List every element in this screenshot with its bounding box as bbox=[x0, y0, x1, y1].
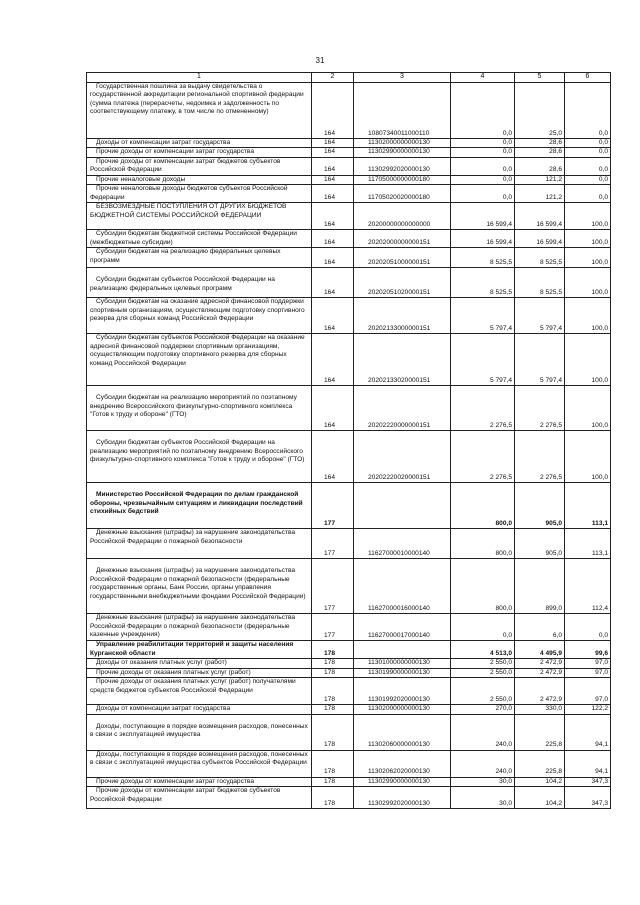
row-budget-code: 11302060000000130 bbox=[354, 714, 451, 750]
table-row bbox=[87, 157, 611, 175]
page-number: 31 bbox=[315, 56, 325, 65]
row-fact-value: 2 472,9 bbox=[515, 678, 565, 705]
row-plan-value: 4 513,0 bbox=[451, 641, 515, 659]
row-admin-code: 177 bbox=[312, 614, 354, 641]
row-budget-code: 11627000010000140 bbox=[354, 529, 451, 559]
row-fact-value: 225,8 bbox=[515, 714, 565, 750]
column-header: 5 bbox=[515, 73, 565, 83]
row-plan-value: 0,0 bbox=[451, 139, 515, 148]
row-name: Субсидии бюджетам субъектов Российской Федерации на реализацию федеральных целевых программ bbox=[87, 268, 312, 298]
row-percent: 122,2 bbox=[565, 705, 611, 714]
row-fact-value: 28,6 bbox=[515, 157, 565, 175]
row-budget-code: 11301990000000130 bbox=[354, 668, 451, 677]
table-row bbox=[87, 431, 611, 483]
row-budget-code: 11705000000000180 bbox=[354, 175, 451, 184]
row-percent: 0,0 bbox=[565, 185, 611, 203]
row-percent: 0,0 bbox=[565, 83, 611, 139]
table-row bbox=[87, 268, 611, 298]
row-fact-value: 16 599,4 bbox=[515, 203, 565, 230]
row-fact-value: 28,6 bbox=[515, 139, 565, 148]
row-admin-code: 164 bbox=[312, 334, 354, 386]
row-budget-code: 11302062020000130 bbox=[354, 750, 451, 777]
row-admin-code: 164 bbox=[312, 157, 354, 175]
row-fact-value: 905,0 bbox=[515, 529, 565, 559]
row-plan-value: 30,0 bbox=[451, 777, 515, 786]
row-budget-code: 11705020020000180 bbox=[354, 185, 451, 203]
row-percent: 0,0 bbox=[565, 614, 611, 641]
row-budget-code: 11302000000000130 bbox=[354, 139, 451, 148]
row-fact-value: 121,2 bbox=[515, 185, 565, 203]
row-plan-value: 800,0 bbox=[451, 559, 515, 614]
row-plan-value: 8 525,5 bbox=[451, 268, 515, 298]
row-percent: 0,0 bbox=[565, 148, 611, 157]
row-admin-code: 177 bbox=[312, 529, 354, 559]
row-admin-code: 164 bbox=[312, 139, 354, 148]
row-admin-code: 178 bbox=[312, 678, 354, 705]
table-row bbox=[87, 678, 611, 705]
table-row bbox=[87, 614, 611, 641]
row-admin-code: 178 bbox=[312, 714, 354, 750]
row-percent: 112,4 bbox=[565, 559, 611, 614]
table-row bbox=[87, 714, 611, 750]
table-row bbox=[87, 248, 611, 268]
row-fact-value: 5 797,4 bbox=[515, 334, 565, 386]
row-plan-value: 0,0 bbox=[451, 614, 515, 641]
row-plan-value: 240,0 bbox=[451, 714, 515, 750]
row-fact-value: 8 525,5 bbox=[515, 248, 565, 268]
row-percent: 0,0 bbox=[565, 139, 611, 148]
row-percent: 100,0 bbox=[565, 431, 611, 483]
row-budget-code: 20202051000000151 bbox=[354, 248, 451, 268]
row-fact-value: 905,0 bbox=[515, 483, 565, 529]
row-fact-value: 2 472,9 bbox=[515, 668, 565, 677]
row-admin-code: 164 bbox=[312, 248, 354, 268]
row-fact-value: 6,0 bbox=[515, 614, 565, 641]
row-budget-code: 11302990000000130 bbox=[354, 777, 451, 786]
row-admin-code: 178 bbox=[312, 787, 354, 809]
row-percent: 347,3 bbox=[565, 777, 611, 786]
row-percent: 94,1 bbox=[565, 750, 611, 777]
row-admin-code: 164 bbox=[312, 185, 354, 203]
row-budget-code: 20202051020000151 bbox=[354, 268, 451, 298]
table-row bbox=[87, 230, 611, 248]
row-budget-code bbox=[354, 641, 451, 659]
table-row bbox=[87, 334, 611, 386]
row-percent: 100,0 bbox=[565, 203, 611, 230]
table-row bbox=[87, 185, 611, 203]
row-percent: 97,0 bbox=[565, 659, 611, 668]
row-admin-code: 178 bbox=[312, 705, 354, 714]
row-plan-value: 5 797,4 bbox=[451, 298, 515, 334]
row-plan-value: 0,0 bbox=[451, 185, 515, 203]
row-name: Прочие доходы от оказания платных услуг (работ) получателями средств бюджетов субъектов Российской Федерации bbox=[87, 678, 312, 705]
row-plan-value: 2 276,5 bbox=[451, 386, 515, 431]
row-plan-value: 8 525,5 bbox=[451, 248, 515, 268]
table-row bbox=[87, 777, 611, 786]
row-admin-code: 164 bbox=[312, 386, 354, 431]
row-plan-value: 800,0 bbox=[451, 529, 515, 559]
row-plan-value: 2 550,0 bbox=[451, 668, 515, 677]
row-budget-code: 11302990000000130 bbox=[354, 148, 451, 157]
row-name: Государственная пошлина за выдачу свидетельства о государственной аккредитации региональной спортивной федерации (сумма платежа (перерасчеты, недоимка и задолженность по соответствующему платежу, в том числе по отмененному) bbox=[87, 83, 312, 139]
column-header: 2 bbox=[312, 73, 354, 83]
row-admin-code: 178 bbox=[312, 641, 354, 659]
row-name: Прочие доходы от компенсации затрат бюджетов субъектов Российской Федерации bbox=[87, 787, 312, 809]
row-name: Прочие неналоговые доходы bbox=[87, 175, 312, 184]
row-budget-code: 11302000000000130 bbox=[354, 705, 451, 714]
row-fact-value: 2 276,5 bbox=[515, 431, 565, 483]
row-percent: 113,1 bbox=[565, 529, 611, 559]
row-percent: 100,0 bbox=[565, 248, 611, 268]
row-name: Прочие доходы от оказания платных услуг (работ) bbox=[87, 668, 312, 677]
row-budget-code: 11627000016000140 bbox=[354, 559, 451, 614]
row-name: Прочие доходы от компенсации затрат государства bbox=[87, 148, 312, 157]
row-plan-value: 270,0 bbox=[451, 705, 515, 714]
table-row bbox=[87, 483, 611, 529]
row-name: Субсидии бюджетам бюджетной системы Российской Федерации (межбюджетные субсидии) bbox=[87, 230, 312, 248]
row-plan-value: 0,0 bbox=[451, 83, 515, 139]
row-budget-code: 11302992020000130 bbox=[354, 157, 451, 175]
column-header: 6 bbox=[565, 73, 611, 83]
row-percent: 97,0 bbox=[565, 668, 611, 677]
row-budget-code: 20202000000000151 bbox=[354, 230, 451, 248]
column-header: 1 bbox=[87, 73, 312, 83]
row-percent: 100,0 bbox=[565, 334, 611, 386]
row-percent: 100,0 bbox=[565, 386, 611, 431]
row-budget-code: 11627000017000140 bbox=[354, 614, 451, 641]
row-plan-value: 30,0 bbox=[451, 787, 515, 809]
row-budget-code: 10807340011000110 bbox=[354, 83, 451, 139]
row-percent: 100,0 bbox=[565, 298, 611, 334]
row-fact-value: 121,2 bbox=[515, 175, 565, 184]
column-header: 4 bbox=[451, 73, 515, 83]
row-fact-value: 330,0 bbox=[515, 705, 565, 714]
row-admin-code: 164 bbox=[312, 431, 354, 483]
row-name: Субсидии бюджетам субъектов Российской Федерации на оказание адресной финансовой поддержки спортивным организациям, осуществляющим подготовку спортивного резерва для сборных команд Российской Федерации bbox=[87, 334, 312, 386]
row-admin-code: 178 bbox=[312, 668, 354, 677]
table-row bbox=[87, 787, 611, 809]
row-name: Прочие доходы от компенсации затрат государства bbox=[87, 777, 312, 786]
row-fact-value: 2 276,5 bbox=[515, 386, 565, 431]
row-percent: 0,0 bbox=[565, 175, 611, 184]
row-name: Денежные взыскания (штрафы) за нарушение законодательства Российской Федерации о пожарной безопасности (федеральные государственные органы, Банк России, органы управления государственными внебюджетными фондами Российской Федерации) bbox=[87, 559, 312, 614]
row-admin-code: 164 bbox=[312, 83, 354, 139]
row-budget-code: 11302992020000130 bbox=[354, 787, 451, 809]
row-percent: 99,6 bbox=[565, 641, 611, 659]
row-name: Субсидии бюджетам на оказание адресной финансовой поддержки спортивным организациям, осуществляющим подготовку спортивного резерва для сборных команд Российской Федерации bbox=[87, 298, 312, 334]
row-plan-value: 0,0 bbox=[451, 157, 515, 175]
row-admin-code: 164 bbox=[312, 175, 354, 184]
row-name: Доходы от оказания платных услуг (работ) bbox=[87, 659, 312, 668]
table-row bbox=[87, 559, 611, 614]
row-fact-value: 25,0 bbox=[515, 83, 565, 139]
row-percent: 94,1 bbox=[565, 714, 611, 750]
row-name: Доходы от компенсации затрат государства bbox=[87, 705, 312, 714]
row-fact-value: 5 797,4 bbox=[515, 298, 565, 334]
revenue-table bbox=[86, 72, 611, 809]
row-name: Доходы, поступающие в порядке возмещения расходов, понесенных в связи с эксплуатацией имущества bbox=[87, 714, 312, 750]
row-admin-code: 164 bbox=[312, 268, 354, 298]
row-admin-code: 178 bbox=[312, 750, 354, 777]
table-row bbox=[87, 139, 611, 148]
table-row bbox=[87, 529, 611, 559]
row-admin-code: 164 bbox=[312, 230, 354, 248]
row-budget-code: 20200000000000000 bbox=[354, 203, 451, 230]
row-name: Денежные взыскания (штрафы) за нарушение законодательства Российской Федерации о пожарной безопасности (федеральные казенные учреждения) bbox=[87, 614, 312, 641]
row-name: Министерство Российской Федерации по делам гражданской обороны, чрезвычайным ситуациям и ликвидации последствий стихийных бедствий bbox=[87, 483, 312, 529]
row-fact-value: 899,0 bbox=[515, 559, 565, 614]
table-header-row bbox=[87, 73, 611, 83]
table-body bbox=[87, 73, 611, 809]
row-admin-code: 178 bbox=[312, 777, 354, 786]
row-percent: 100,0 bbox=[565, 268, 611, 298]
table-row bbox=[87, 83, 611, 139]
table-row bbox=[87, 641, 611, 659]
row-name: Доходы, поступающие в порядке возмещения расходов, понесенных в связи с эксплуатацией имущества субъектов Российской Федерации bbox=[87, 750, 312, 777]
table-row bbox=[87, 175, 611, 184]
row-plan-value: 240,0 bbox=[451, 750, 515, 777]
row-plan-value: 2 276,5 bbox=[451, 431, 515, 483]
row-percent: 347,3 bbox=[565, 787, 611, 809]
row-name: Субсидии бюджетам на реализацию мероприятий по поэтапному внедрению Всероссийского физкультурно-спортивного комплекса "Готов к труду и обороне" (ГТО) bbox=[87, 386, 312, 431]
row-name: БЕЗВОЗМЕЗДНЫЕ ПОСТУПЛЕНИЯ ОТ ДРУГИХ БЮДЖЕТОВ БЮДЖЕТНОЙ СИСТЕМЫ РОССИЙСКОЙ ФЕДЕРАЦИИ bbox=[87, 203, 312, 230]
row-plan-value: 2 550,0 bbox=[451, 659, 515, 668]
row-fact-value: 2 472,9 bbox=[515, 659, 565, 668]
table-row bbox=[87, 148, 611, 157]
row-name: Доходы от компенсации затрат государства bbox=[87, 139, 312, 148]
row-name: Субсидии бюджетам на реализацию федеральных целевых программ bbox=[87, 248, 312, 268]
row-admin-code: 164 bbox=[312, 148, 354, 157]
table-row bbox=[87, 386, 611, 431]
row-percent: 97,0 bbox=[565, 678, 611, 705]
row-name: Прочие неналоговые доходы бюджетов субъектов Российской Федерации bbox=[87, 185, 312, 203]
table-row bbox=[87, 668, 611, 677]
row-fact-value: 28,6 bbox=[515, 148, 565, 157]
row-fact-value: 104,2 bbox=[515, 777, 565, 786]
row-fact-value: 225,8 bbox=[515, 750, 565, 777]
row-percent: 0,0 bbox=[565, 157, 611, 175]
row-plan-value: 5 797,4 bbox=[451, 334, 515, 386]
table-row bbox=[87, 203, 611, 230]
row-admin-code: 164 bbox=[312, 298, 354, 334]
row-fact-value: 8 525,5 bbox=[515, 268, 565, 298]
row-budget-code: 11301000000000130 bbox=[354, 659, 451, 668]
row-plan-value: 16 599,4 bbox=[451, 203, 515, 230]
row-plan-value: 0,0 bbox=[451, 148, 515, 157]
row-plan-value: 0,0 bbox=[451, 175, 515, 184]
row-name: Управление реабилитации территорий и защиты населения Курганской области bbox=[87, 641, 312, 659]
row-name: Прочие доходы от компенсации затрат бюджетов субъектов Российской Федерации bbox=[87, 157, 312, 175]
row-plan-value: 2 550,0 bbox=[451, 678, 515, 705]
row-budget-code bbox=[354, 483, 451, 529]
row-fact-value: 16 599,4 bbox=[515, 230, 565, 248]
table-row bbox=[87, 750, 611, 777]
row-admin-code: 177 bbox=[312, 483, 354, 529]
table-row bbox=[87, 705, 611, 714]
row-fact-value: 104,2 bbox=[515, 787, 565, 809]
row-budget-code: 11301992020000130 bbox=[354, 678, 451, 705]
row-admin-code: 164 bbox=[312, 203, 354, 230]
table-row bbox=[87, 298, 611, 334]
row-name: Денежные взыскания (штрафы) за нарушение законодательства Российской Федерации о пожарной безопасности bbox=[87, 529, 312, 559]
row-percent: 113,1 bbox=[565, 483, 611, 529]
row-budget-code: 20202133020000151 bbox=[354, 334, 451, 386]
row-budget-code: 20202133000000151 bbox=[354, 298, 451, 334]
row-admin-code: 178 bbox=[312, 659, 354, 668]
table-row bbox=[87, 659, 611, 668]
row-admin-code: 177 bbox=[312, 559, 354, 614]
column-header: 3 bbox=[354, 73, 451, 83]
row-plan-value: 800,0 bbox=[451, 483, 515, 529]
row-name: Субсидии бюджетам субъектов Российской Федерации на реализацию мероприятий по поэтапному внедрению Всероссийского физкультурно-спортивного комплекса "Готов к труду и обороне" (ГТО) bbox=[87, 431, 312, 483]
row-percent: 100,0 bbox=[565, 230, 611, 248]
row-plan-value: 16 599,4 bbox=[451, 230, 515, 248]
row-fact-value: 4 495,9 bbox=[515, 641, 565, 659]
row-budget-code: 20202220000000151 bbox=[354, 386, 451, 431]
row-budget-code: 20202220020000151 bbox=[354, 431, 451, 483]
